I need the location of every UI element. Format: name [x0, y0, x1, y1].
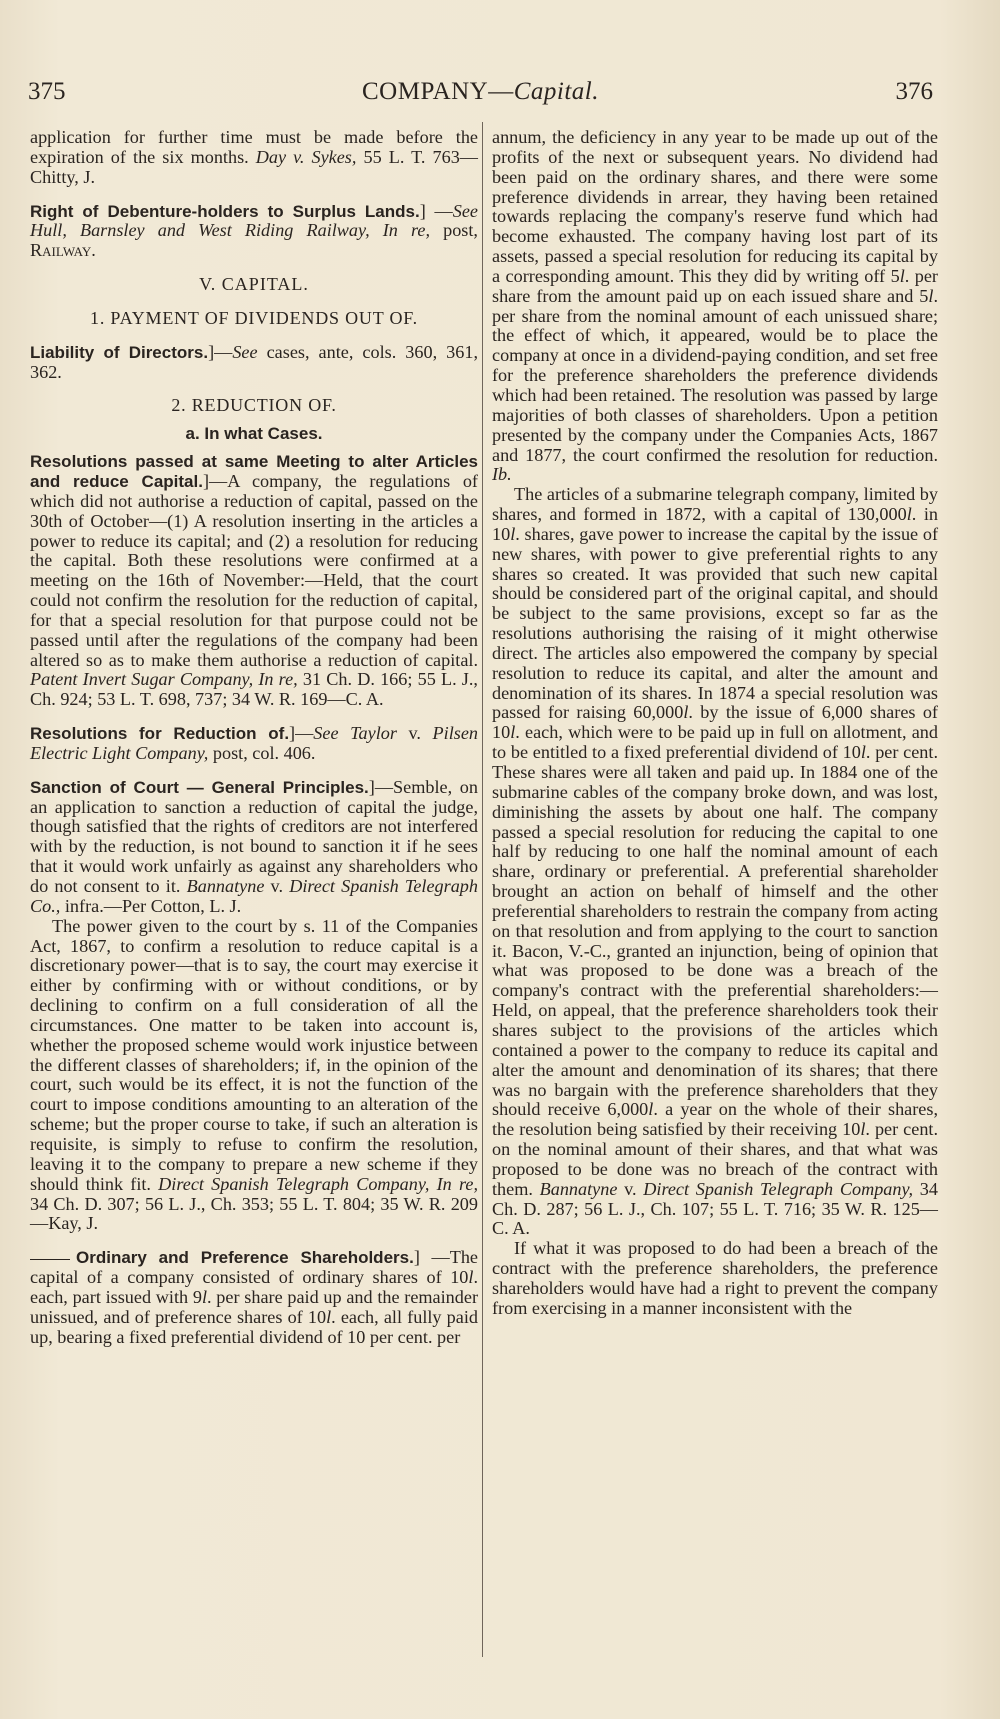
- subsection-heading: 1. PAYMENT OF DIVIDENDS OUT OF.: [90, 307, 418, 328]
- paragraph: If what it was proposed to do had been a breach of the contract with the preference shareholders, the preference shareholders would have had a right to prevent the company from exercising in a manner inconsistent with the: [492, 1238, 938, 1318]
- paragraph: [30, 343, 478, 383]
- text: ] —The capital of a company consisted of ordinary shares of 10: [30, 1247, 478, 1288]
- title-italic: Capital.: [513, 78, 599, 105]
- text: . per cent. on the nominal amount of their shares, and that what was proposed to be done was no breach of the contract with them.: [492, 1119, 939, 1199]
- text: ]—: [208, 341, 233, 362]
- pound-sign: l: [468, 1267, 474, 1288]
- pound-sign: l: [510, 523, 516, 544]
- case-name: Pilsen Electric Light Company,: [30, 723, 478, 763]
- paragraph: [30, 202, 478, 262]
- text: ] —: [419, 200, 453, 221]
- paragraph: [492, 128, 938, 485]
- section-heading: V. CAPITAL.: [199, 274, 309, 295]
- paragraph: [30, 778, 478, 917]
- paragraph: [30, 452, 478, 710]
- text: ]—: [289, 723, 314, 744]
- left-column: [30, 128, 478, 1347]
- text: application for further time must be made before the expiration of the six months.: [30, 127, 478, 167]
- pound-sign: l: [928, 285, 934, 306]
- subsection-heading: 2. REDUCTION OF.: [171, 395, 337, 416]
- pound-sign: l: [510, 722, 516, 743]
- entry-heading: Resolutions passed at same Meeting to alter Articles and reduce Capital.: [30, 452, 478, 491]
- pound-sign: l: [648, 1099, 654, 1120]
- text: annum, the deficiency in any year to be made up out of the profits of the next or subsequent years. No dividend had been paid on the ordinary shares, and there were some preference dividends in arrear, they having been retained towards replacing the company's reserve fund which had become exhausted. The company having lost part of its assets, passed a special resolution for reducing its capital by a corresponding amount. This they did by writing off 5: [492, 127, 938, 286]
- text: . per cent. These shares were all taken and paid up. In 1884 one of the submarine cables of the company broke down, and was lost, diminishing the assets by about one half. The company passed a special resolution for reducing the capital to one half by reducing to one half the nominal amount of each share, ordinary or preferential. A preferential shareholder brought an action on behalf of himself and the other preferential shareholders to restrain the company from acting on that resolution and from applying to the court to sanction it. Bacon, V.-C., granted an injunction, being of opinion that what was proposed to be done was a breach of the company's contract with the preferential shareholders:—Held, on appeal, that the preference shareholders took their shares subject to the provisions of the articles which contained a power to the company to reduce its capital and alter the amount and denomination of its shares; that there was no bargain with the preference shareholders that they should receive 6,000: [492, 742, 938, 1120]
- text: . a year on the whole of their shares, the resolution being satisfied by their receiving 10: [492, 1099, 939, 1140]
- entry-heading: Resolutions for Reduction of.: [30, 724, 290, 744]
- column-divider: [482, 122, 483, 1657]
- cross-reference-title: Railway: [30, 240, 92, 261]
- citation: 31 Ch. D. 166; 55 L. J., Ch. 924; 53 L. T. 698, 737; 34 W. R. 169—C. A.: [30, 669, 478, 710]
- citation: 34 Ch. D. 307; 56 L. J., Ch. 353; 55 L. T. 804; 35 W. R. 209—Kay, J.: [30, 1193, 478, 1234]
- case-name: Patent Invert Sugar Company, In re,: [30, 669, 298, 690]
- text: . per share paid up and the remainder unissued, and of preference shares of 10: [30, 1286, 479, 1327]
- paragraph: [30, 724, 478, 764]
- sub-subsection-heading: a. In what Cases.: [185, 424, 323, 444]
- text: The power given to the court by s. 11 of the Companies Act, 1867, to confirm a resolution to reduce capital is a discretionary power—that is to say, the court may exercise it either by confirming with or without conditions, or by declining to confirm on a full consideration of all the circumstances. One matter to be taken into account is, whether the proposed scheme would work injustice between the different classes of shareholders; if, in the opinion of the court, such would be its effect, it is not the function of the court to impose conditions amounting to an alteration of the scheme; but the proper course to take, if such an alteration is requisite, is simply to refuse to confirm the resolution, leaving it to the company to prepare a new scheme if they should think fit.: [30, 915, 478, 1194]
- text: .: [91, 240, 96, 261]
- text: The articles of a submarine telegraph company, limited by shares, and formed in 1872, with a capital of 130,000: [492, 484, 938, 525]
- ditto-dash: [30, 1259, 70, 1260]
- paragraph: [30, 1248, 478, 1347]
- running-header: [28, 78, 933, 118]
- text: post, col. 406.: [208, 742, 316, 763]
- pound-sign: l: [860, 742, 866, 763]
- cross-reference: See: [232, 341, 258, 362]
- case-name: Day v. Sykes,: [255, 146, 357, 167]
- text: . per share from the amount paid up on each issued share and 5: [492, 265, 938, 306]
- cross-reference: See Taylor: [313, 723, 397, 744]
- pound-sign: l: [201, 1286, 208, 1307]
- pound-sign: l: [906, 504, 912, 525]
- pound-sign: l: [860, 1119, 866, 1140]
- text: . each, all fully paid up, bearing a fixed preferential dividend of 10 per cent. per: [30, 1306, 478, 1347]
- case-name: Bannatyne: [539, 1178, 618, 1199]
- text: . by the issue of 6,000 shares of 10: [492, 702, 938, 743]
- entry-heading: Ordinary and Preference Shareholders.: [76, 1248, 414, 1268]
- case-reference: Ib.: [492, 464, 512, 485]
- entry-heading: Right of Debenture-holders to Surplus Lands.: [30, 201, 420, 221]
- text: v.: [396, 723, 433, 744]
- text: . each, which were to be paid up in full on allotment, and to be entitled to a fixed preferential dividend of 10: [492, 722, 938, 763]
- paragraph: [30, 128, 478, 188]
- text: . in 10: [492, 504, 938, 544]
- text: . per share from the nominal amount of each unissued share; the effect of which, it appeared, would be to place the company at once in a dividend-paying condition, and set free for the preference shareholders the preference dividends which had been retained. The resolution was passed by large majorities of both classes of shareholders. Upon a petition presented by the company under the Companies Acts, 1867 and 1877, the court confirmed the resolution for reduction.: [492, 285, 938, 465]
- text: ]—A company, the regulations of which did not authorise a reduction of capital, passed on the 30th of October—(1) A resolution inserting in the articles a power to reduce its capital; and (2) a resolution for reducing the capital. Both these resolutions were confirmed at a meeting on the 16th of November:—Held, that the court could not confirm the resolution for the reduction of capital, for that a special resolution for that purpose could not be passed until after the regulations of the company had been altered so as to make them authorise a reduction of capital.: [30, 470, 478, 670]
- text: . each, part issued with 9: [30, 1267, 478, 1307]
- page-number-left: 375: [28, 78, 66, 105]
- text: post,: [430, 220, 478, 241]
- text: v.: [264, 876, 290, 896]
- text: v.: [617, 1178, 644, 1199]
- entry-heading: Liability of Directors.: [30, 342, 209, 362]
- case-name: Direct Spanish Telegraph Company,: [643, 1178, 914, 1199]
- case-name: Direct Spanish Telegraph Company, In re,: [158, 1173, 478, 1194]
- citation: 34 Ch. D. 287; 56 L. J., Ch. 107; 55 L. T. 716; 35 W. R. 125—C. A.: [492, 1178, 938, 1239]
- page-number-right: 376: [895, 78, 933, 105]
- text: infra.—Per Cotton, L. J.: [60, 895, 242, 916]
- text: . shares, gave power to increase the capital by the issue of new shares, with power to give preferential rights to any shares so created. It was provided that such new capital should be considered part of the original capital, and should be subject to the same provisions, except so far as the resolutions authorising the raising of it might otherwise direct. The articles also empowered the company by special resolution to reduce its capital, and alter the amount and denomination of its shares. In 1874 a special resolution was passed for raising 60,000: [492, 523, 938, 723]
- cross-reference: See Hull, Barnsley and West Riding Railway, In re,: [30, 200, 478, 241]
- right-column: [492, 128, 938, 1319]
- pound-sign: l: [899, 265, 905, 286]
- pound-sign: l: [683, 702, 689, 723]
- case-name: Direct Spanish Telegraph Co.,: [30, 876, 478, 916]
- text: cases, ante, cols. 360, 361, 362.: [30, 341, 478, 382]
- citation: 55 L. T. 763—Chitty, J.: [30, 146, 478, 187]
- text: ]—Semble, on an application to sanction a reduction of capital the judge, though satisfied that the rights of creditors are not interfered with by the reduction, is not bound to sanction it if he sees that it would work unfairly as against any shareholders who do not consent to it.: [30, 776, 478, 896]
- page-title: [28, 78, 933, 106]
- entry-heading: Sanction of Court — General Principles.: [30, 777, 369, 797]
- pound-sign: l: [326, 1306, 332, 1327]
- title-main: COMPANY—: [362, 78, 514, 105]
- case-name: Bannatyne: [186, 876, 265, 896]
- paragraph: [492, 485, 938, 1239]
- paragraph: [30, 917, 478, 1235]
